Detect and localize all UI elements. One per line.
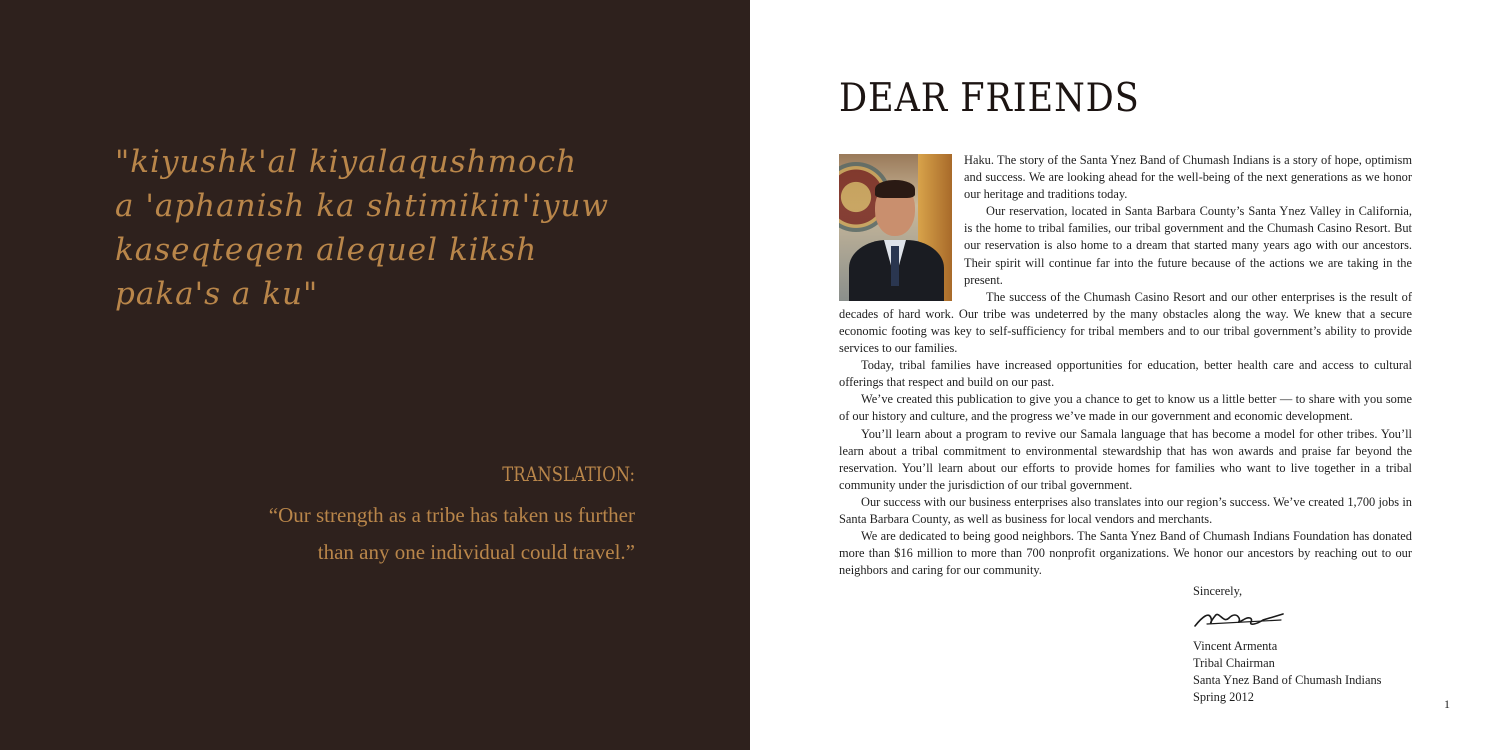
letter-paragraph: Our success with our business enterprises also translates into our region’s success. We’ve created 1,700 jobs in Santa Barbara County, as well as business for local vendors and merchants. <box>839 494 1412 526</box>
letter-paragraph: Haku. The story of the Santa Ynez Band of Chumash Indians is a story of hope, optimism and success. We are looking ahead for the well-being of the next generations as we honor our heritage and traditions today. <box>964 153 1412 202</box>
page-number: 1 <box>1444 697 1450 711</box>
chumash-quote-line: paka's a ku" <box>115 276 319 312</box>
right-page <box>750 0 1500 750</box>
translation-line: than any one individual could travel.” <box>317 540 635 564</box>
hair-graphic <box>875 180 915 198</box>
letter-paragraph: You’ll learn about a program to revive our Samala language that has become a model for other tribes. You’ll learn about a tribal commitment to environmental stewardship that has won awards and praise far beyond the reservation. You’ll learn about our efforts to provide homes for families who want to live together in a tribal community under the jurisdiction of our tribal government. <box>839 426 1412 492</box>
tie-graphic <box>891 246 899 286</box>
letter-body <box>839 152 1412 579</box>
letter-date: Spring 2012 <box>1193 690 1254 704</box>
chumash-quote-line: a 'aphanish ka shtimikin'iyuw <box>115 188 610 224</box>
page-title: DEAR FRIENDS <box>839 76 1140 121</box>
signature-mark <box>1193 606 1285 630</box>
letter-paragraph: We’ve created this publication to give you a chance to get to know us a little better — to share with you some of our history and culture, and the progress we’ve made in our government and economic development. <box>839 392 1412 424</box>
chumash-quote-line: kaseqteqen alequel kiksh <box>115 232 538 268</box>
chairman-portrait <box>839 154 952 301</box>
chumash-quote <box>115 140 675 316</box>
translation-heading: TRANSLATION: <box>502 462 635 486</box>
letter-paragraph: The success of the Chumash Casino Resort and our other enterprises is the result of decades of hard work. Our tribe was undeterred by the many obstacles along the way. We knew that a secure economic footing was key to self-sufficiency for tribal members and to our tribal government’s ability to provide services to our families. <box>839 289 1412 356</box>
translation-line: “Our strength as a tribe has taken us further <box>268 503 635 527</box>
letter-paragraph: Our reservation, located in Santa Barbara County’s Santa Ynez Valley in California, is the home to tribal families, our tribal government and the Chumash Casino Resort. But our reservation is also home to a dream that started many years ago with our ancestors. Their spirit will continue far into the future because of the actions we are taking in the present. <box>964 204 1412 287</box>
signoff-block <box>1193 583 1443 706</box>
signer-organization: Santa Ynez Band of Chumash Indians <box>1193 673 1382 687</box>
chumash-quote-line: "kiyushk'al kiyalaqushmoch <box>115 144 578 180</box>
signer-title: Tribal Chairman <box>1193 656 1275 670</box>
signer-name: Vincent Armenta <box>1193 639 1278 653</box>
closing: Sincerely, <box>1193 584 1243 598</box>
letter-paragraph: Today, tribal families have increased opportunities for education, better health care and access to cultural offerings that respect and build on our past. <box>839 358 1412 390</box>
translation-text <box>200 497 635 571</box>
letter-paragraph: We are dedicated to being good neighbors. The Santa Ynez Band of Chumash Indians Foundation has donated more than $16 million to more than 700 nonprofit organizations. We honor our ancestors by reaching out to our neighbors and caring for our community. <box>839 529 1412 578</box>
